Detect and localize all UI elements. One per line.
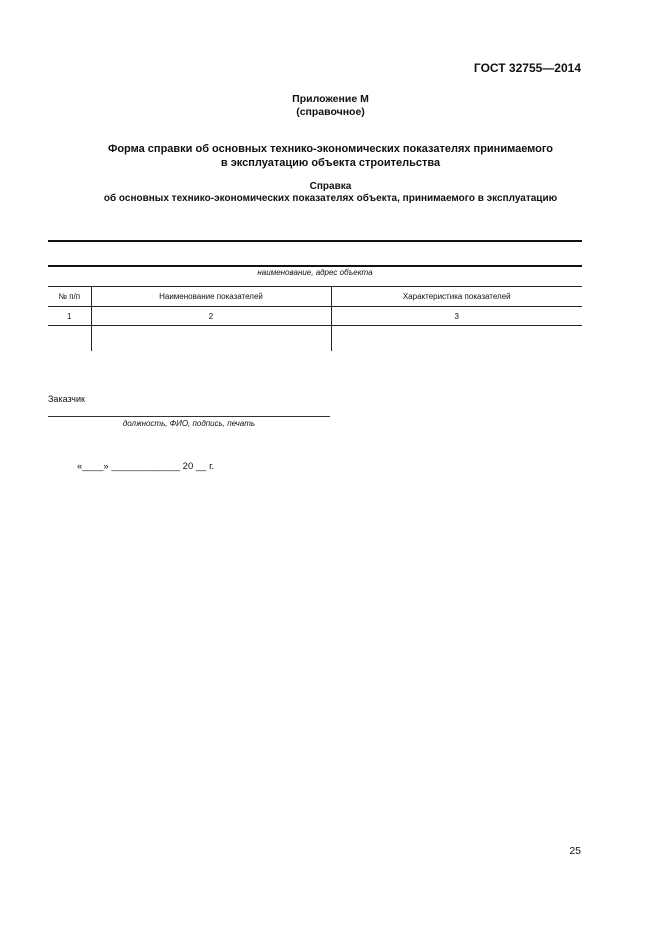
form-title-line2: в эксплуатацию объекта строительства [220,157,441,169]
column-number-1: 1 [48,307,91,326]
header-cell-indicator-value: Характеристика показателей [331,287,582,307]
signature-line [48,416,330,417]
standard-code: ГОСТ 32755—2014 [473,61,581,75]
table-cell [331,326,582,352]
appendix-heading [0,93,661,119]
appendix-title: Приложение М [292,93,369,105]
table-row [48,326,582,352]
header-cell-indicator-name: Наименование показателей [91,287,331,307]
page-number: 25 [569,845,581,857]
form-title-line1: Форма справки об основных технико-экономических показателях принимаемого [107,143,554,155]
header-cell-number: № п/п [48,287,91,307]
indicators-table [48,286,582,351]
appendix-type: (справочное) [296,106,365,118]
table-header-row [48,287,582,307]
column-number-3: 3 [331,307,582,326]
certificate-title: Справка [309,181,352,192]
object-name-line-1 [48,240,582,242]
object-caption: наименование, адрес объекта [257,268,373,277]
signature-caption: должность, ФИО, подпись, печать [122,419,256,428]
date-line: «____» _____________ 20 __ г. [77,461,215,472]
table-cell [48,326,91,352]
table-column-numbers-row [48,307,582,326]
object-name-line-2 [48,265,582,267]
table-cell [91,326,331,352]
customer-label: Заказчик [48,394,85,404]
column-number-2: 2 [91,307,331,326]
form-title [0,142,661,170]
certificate-subtitle: об основных технико-экономических показателях объекта, принимаемого в эксплуатацию [103,193,558,204]
certificate-heading [0,181,661,205]
